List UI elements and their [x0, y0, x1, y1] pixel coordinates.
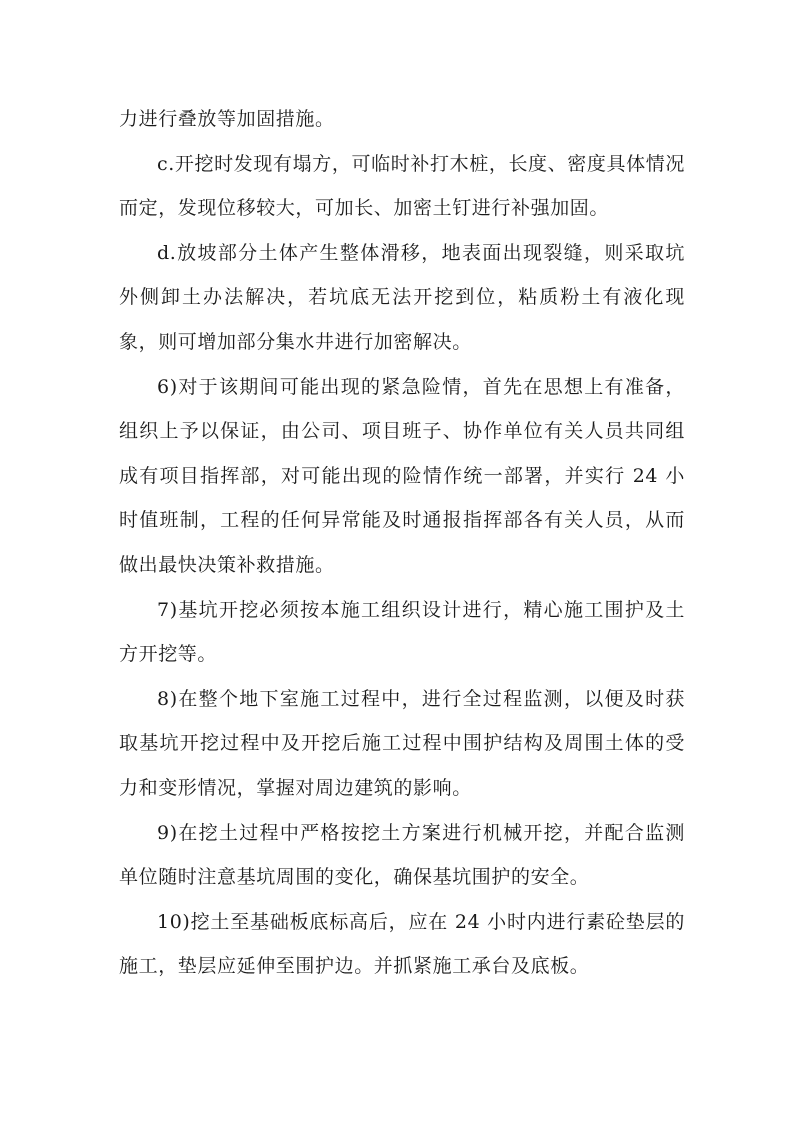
paragraph-4: 6)对于该期间可能出现的紧急险情，首先在思想上有准备，组织上予以保证，由公司、项目班子、协作单位有关人员共同组成有项目指挥部，对可能出现的险情作统一部署，并实行 24 小时值班制，工程的任何异常能及时通报指挥部各有关人员，从而做出最快决策补救措施。	[119, 375, 685, 576]
paragraph-7: 9)在挖土过程中严格按挖土方案进行机械开挖，并配合监测单位随时注意基坑周围的变化，确保基坑围护的安全。	[119, 821, 685, 889]
paragraph-3: d.放坡部分土体产生整体滑移，地表面出现裂缝，则采取坑外侧卸土办法解决，若坑底无法开挖到位，粘质粉土有液化现象，则可增加部分集水井进行加密解决。	[119, 241, 685, 353]
paragraph-2: c.开挖时发现有塌方，可临时补打木桩，长度、密度具体情况而定，发现位移较大，可加长、加密土钉进行补强加固。	[119, 152, 685, 220]
paragraph-6: 8)在整个地下室施工过程中，进行全过程监测，以便及时获取基坑开挖过程中及开挖后施工过程中围护结构及周围土体的受力和变形情况，掌握对周边建筑的影响。	[119, 687, 685, 799]
paragraph-8: 10)挖土至基础板底标高后，应在 24 小时内进行素砼垫层的施工，垫层应延伸至围护边。并抓紧施工承台及底板。	[119, 910, 685, 978]
paragraph-5: 7)基坑开挖必须按本施工组织设计进行，精心施工围护及土方开挖等。	[119, 598, 685, 666]
document-body	[119, 97, 685, 989]
paragraph-1: 力进行叠放等加固措施。	[119, 108, 335, 130]
